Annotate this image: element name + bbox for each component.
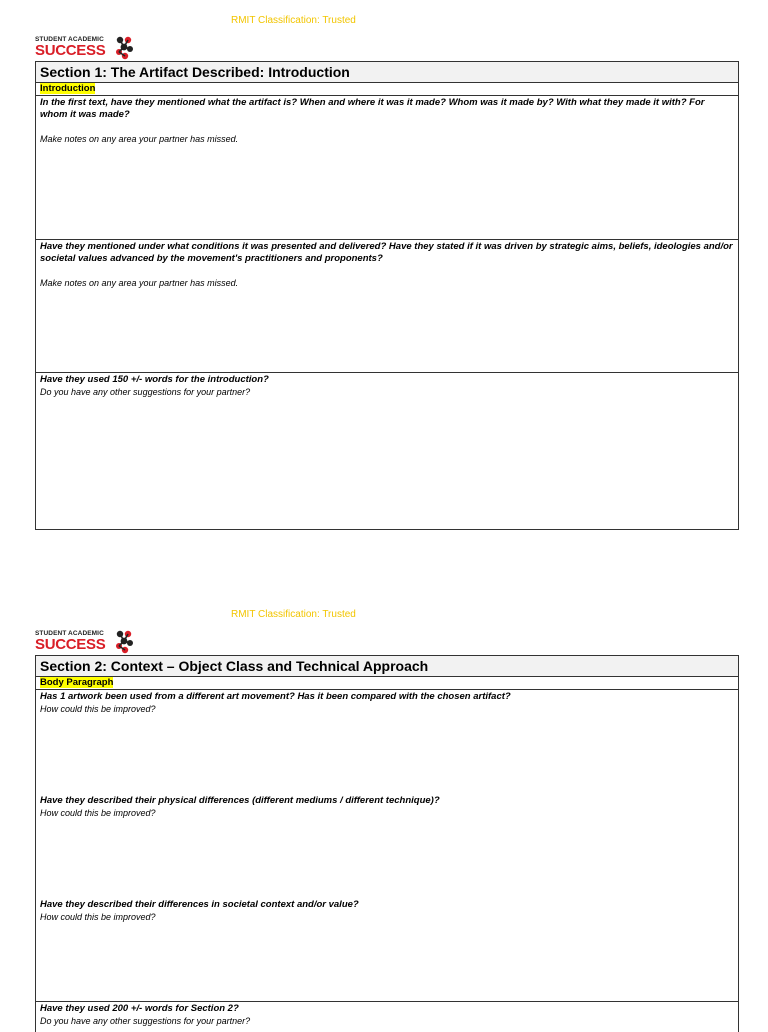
section-1-subheader xyxy=(36,83,738,96)
note-prompt: How could this be improved? xyxy=(40,912,156,922)
section-2-row-2[interactable] xyxy=(36,794,738,898)
subheader-label: Body Paragraph xyxy=(40,677,114,688)
question-text: Has 1 artwork been used from a different art movement? Has it been compared with the chosen artifact? xyxy=(40,691,511,702)
logo-mark-icon xyxy=(114,630,134,654)
section-2-title: Section 2: Context – Object Class and Technical Approach xyxy=(36,656,738,677)
question-text: Have they used 150 +/- words for the introduction? xyxy=(40,374,269,385)
section-1-table xyxy=(35,61,739,530)
question-text: Have they described their differences in societal context and/or value? xyxy=(40,899,359,910)
note-prompt: How could this be improved? xyxy=(40,704,156,714)
note-prompt: Do you have any other suggestions for your partner? xyxy=(40,387,251,397)
student-academic-success-logo xyxy=(35,630,135,654)
note-prompt: Make notes on any area your partner has missed. xyxy=(40,278,239,288)
section-1-row-2[interactable] xyxy=(36,240,738,373)
section-2-subheader xyxy=(36,677,738,690)
student-academic-success-logo xyxy=(35,36,135,60)
section-2-row-1[interactable] xyxy=(36,690,738,794)
classification-label: RMIT Classification: Trusted xyxy=(231,15,356,26)
classification-label: RMIT Classification: Trusted xyxy=(231,609,356,620)
logo-main-text: SUCCESS xyxy=(35,636,106,653)
question-text: Have they described their physical differences (different mediums / different technique)? xyxy=(40,795,440,806)
subheader-label: Introduction xyxy=(40,83,96,94)
section-2-table xyxy=(35,655,739,1032)
logo-mark-icon xyxy=(114,36,134,60)
section-1-row-3[interactable] xyxy=(36,373,738,529)
section-2-row-4[interactable] xyxy=(36,1002,738,1032)
section-1-row-1[interactable] xyxy=(36,96,738,240)
question-text: In the first text, have they mentioned what the artifact is? When and where it was it made? Whom was it made by? With what they made it with? For whom it was made? xyxy=(40,97,705,120)
section-2-row-3[interactable] xyxy=(36,898,738,1002)
logo-top-text: STUDENT ACADEMIC xyxy=(35,36,104,43)
note-prompt: Do you have any other suggestions for your partner? xyxy=(40,1016,251,1026)
question-text: Have they mentioned under what conditions it was presented and delivered? Have they stated if it was driven by strategic aims, beliefs, ideologies and/or societal values advanced by the movement's practitioners and proponents? xyxy=(40,241,733,264)
logo-main-text: SUCCESS xyxy=(35,42,106,59)
note-prompt: How could this be improved? xyxy=(40,808,156,818)
logo-top-text: STUDENT ACADEMIC xyxy=(35,630,104,637)
question-text: Have they used 200 +/- words for Section 2? xyxy=(40,1003,239,1014)
section-1-title: Section 1: The Artifact Described: Introduction xyxy=(36,62,738,83)
note-prompt: Make notes on any area your partner has missed. xyxy=(40,134,239,144)
